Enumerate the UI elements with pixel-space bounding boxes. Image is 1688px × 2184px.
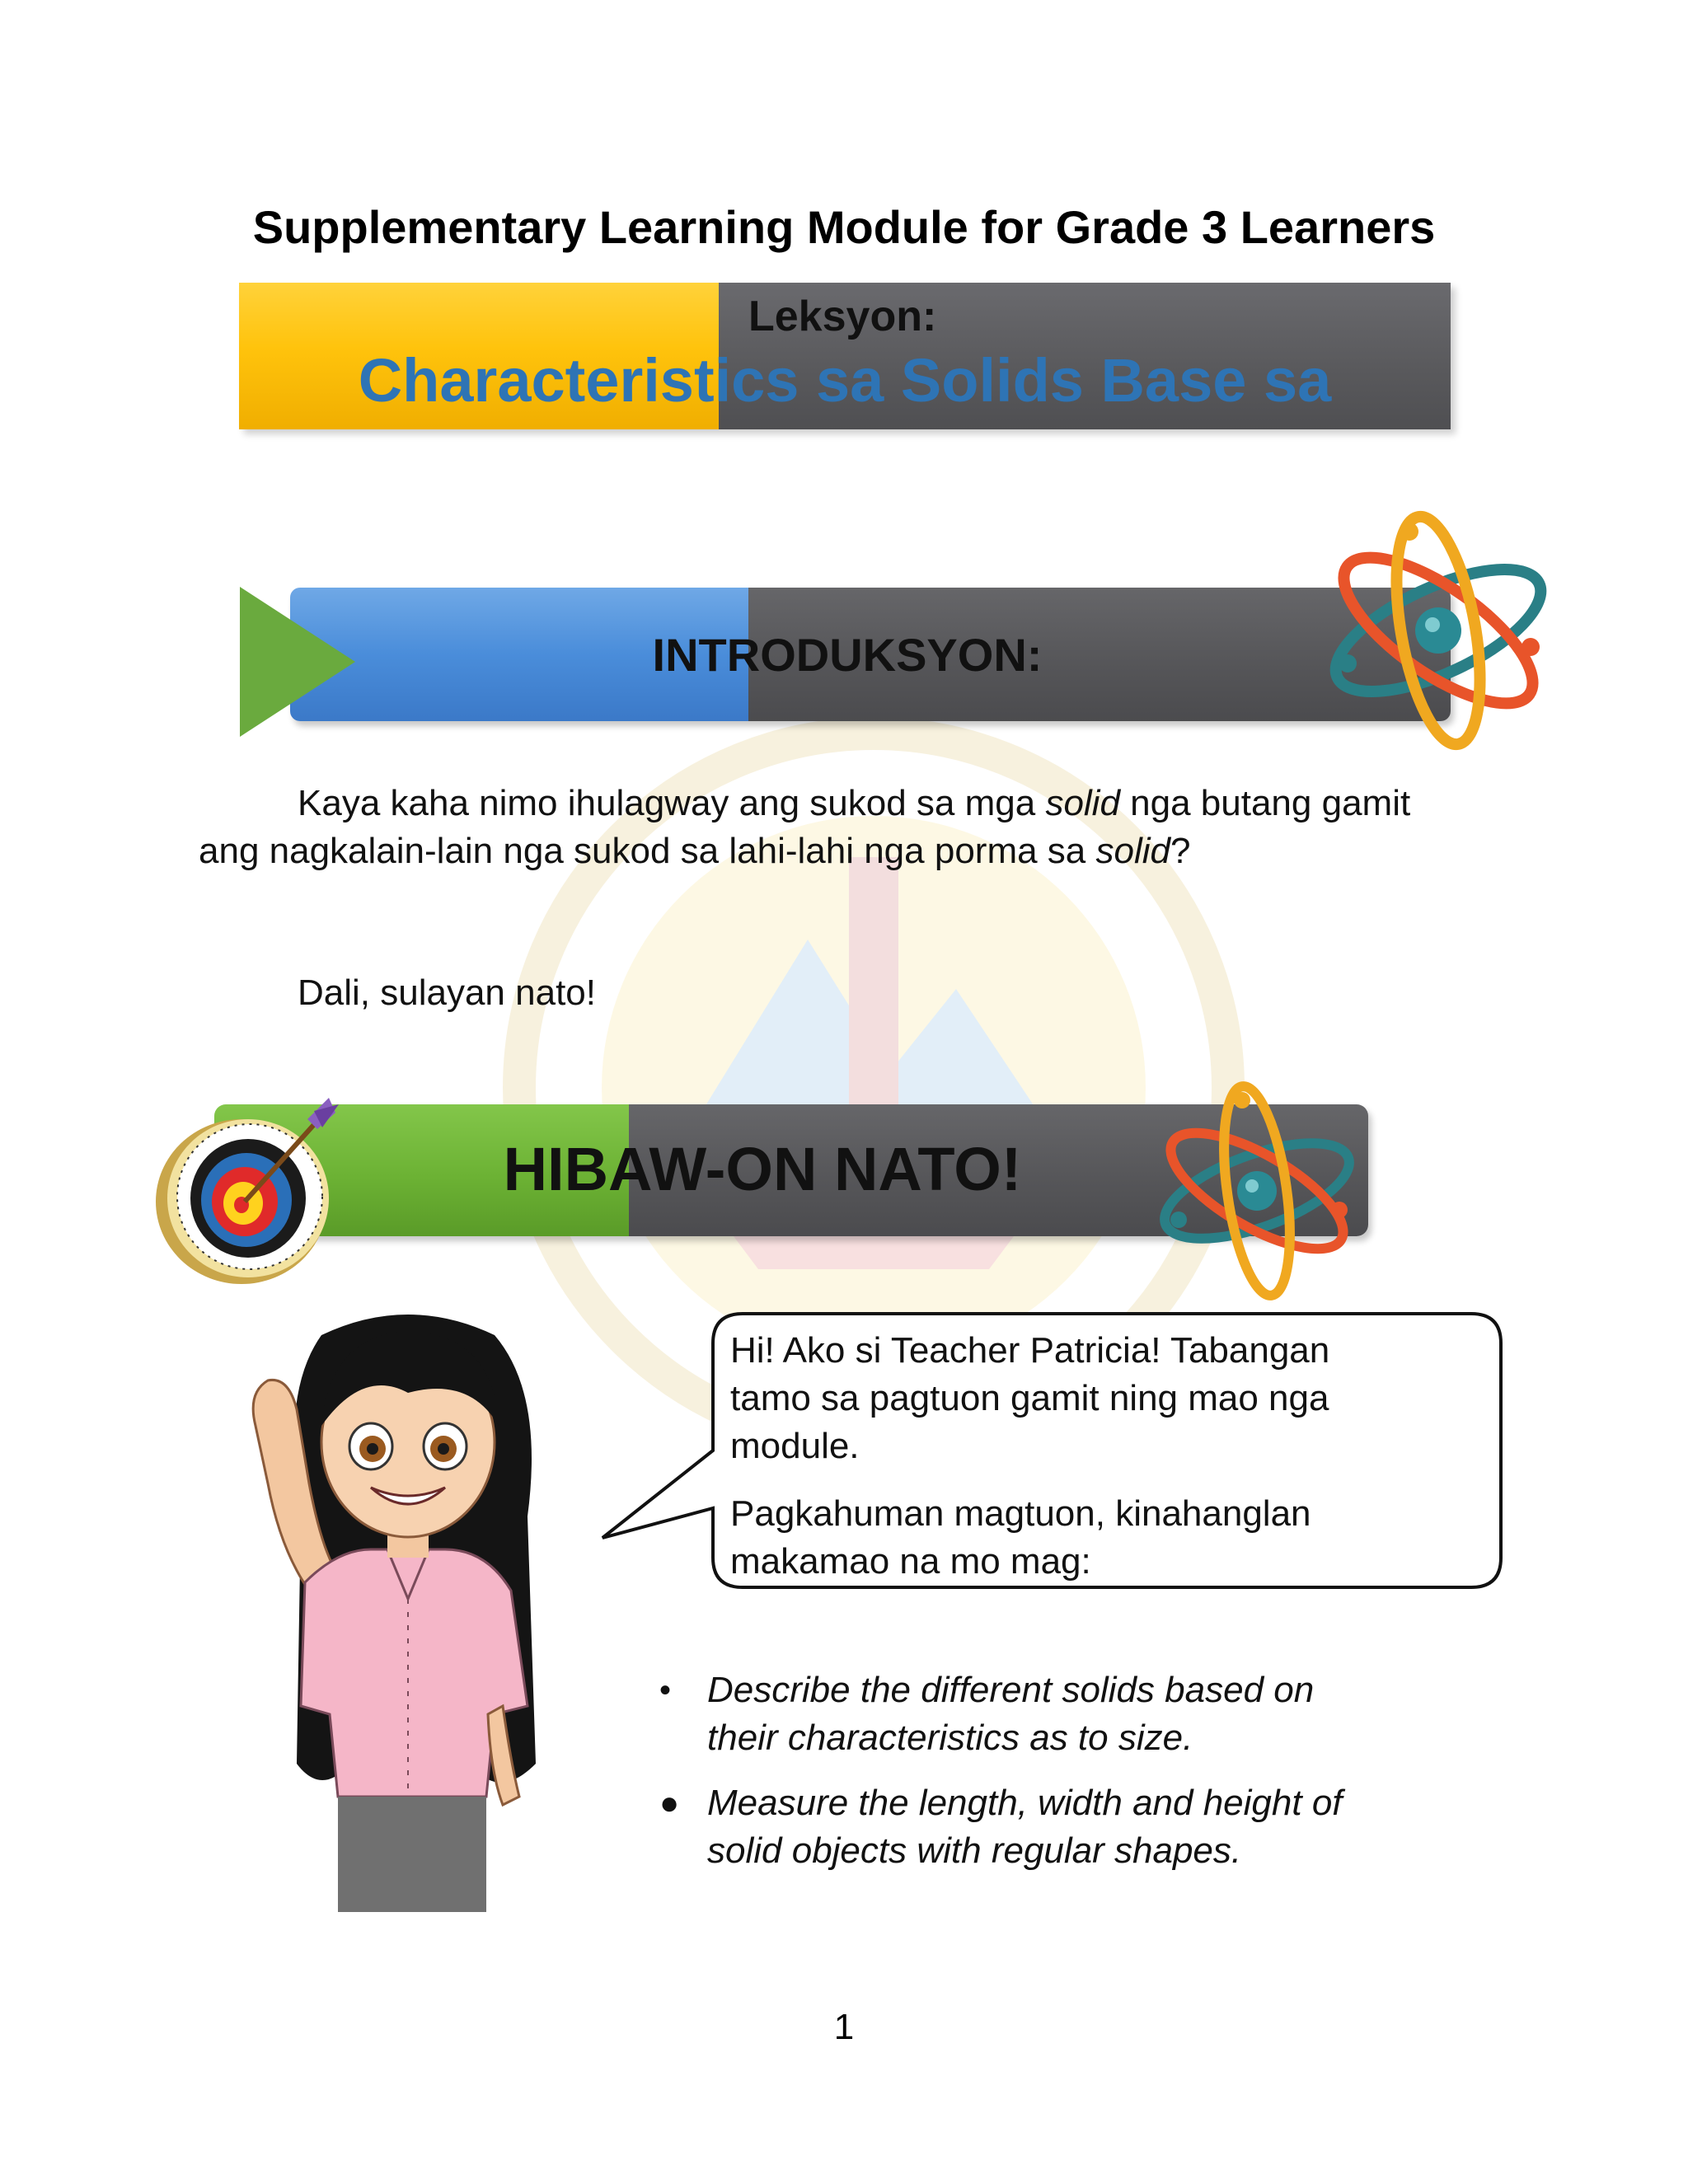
speech-line: Hi! Ako si Teacher Patricia! Tabangan <box>730 1330 1330 1371</box>
lesson-label: Leksyon: <box>748 293 937 340</box>
speech-line: Pagkahuman magtuon, kinahanglan <box>730 1493 1311 1534</box>
call-to-action: Dali, sulayan nato! <box>298 972 596 1013</box>
objective-line: Measure the length, width and height of <box>707 1783 1343 1823</box>
archery-target-icon <box>152 1086 359 1288</box>
intro-text: ang nagkalain-lain nga sukod sa lahi-lahi nga porma sa <box>199 831 1096 871</box>
list-item <box>659 1666 1451 1762</box>
speech-bubble-text <box>730 1327 1472 1586</box>
speech-line: makamao na mo mag: <box>730 1541 1091 1582</box>
bullet-icon: ● <box>659 1785 680 1821</box>
list-item <box>659 1779 1451 1875</box>
intro-emphasis: solid <box>1045 783 1120 823</box>
intro-emphasis: solid <box>1095 831 1170 871</box>
atom-icon <box>1150 1080 1364 1302</box>
objectives-list <box>659 1666 1451 1892</box>
intro-question-line-2 <box>199 827 1190 875</box>
objective-line: Describe the different solids based on <box>707 1670 1315 1710</box>
intro-text: Kaya kaha nimo ihulagway ang sukod sa mga <box>298 783 1046 823</box>
speech-greeting <box>730 1327 1472 1470</box>
bullet-icon: • <box>659 1672 672 1708</box>
intro-question-line-1 <box>298 780 1410 827</box>
objective-line: solid objects with regular shapes. <box>707 1830 1242 1871</box>
teacher-patricia-illustration <box>231 1302 585 1912</box>
document-title: Supplementary Learning Module for Grade 3 Learners <box>252 201 1436 253</box>
lesson-name: Characteristics sa Solids Base sa <box>358 346 1332 415</box>
atom-icon <box>1315 507 1562 754</box>
page-number: 1 <box>833 2007 855 2047</box>
intro-text: ? <box>1170 831 1191 871</box>
intro-text: nga butang gamit <box>1119 783 1411 823</box>
speech-line: tamo sa pagtuon gamit ning mao nga <box>730 1378 1329 1418</box>
speech-line: module. <box>730 1426 860 1466</box>
speech-instruction <box>730 1490 1472 1586</box>
objectives-heading: HIBAW-ON NATO! <box>503 1135 1022 1203</box>
introduction-heading: INTRODUKSYON: <box>652 629 1043 681</box>
objective-line: their characteristics as to size. <box>707 1718 1193 1758</box>
